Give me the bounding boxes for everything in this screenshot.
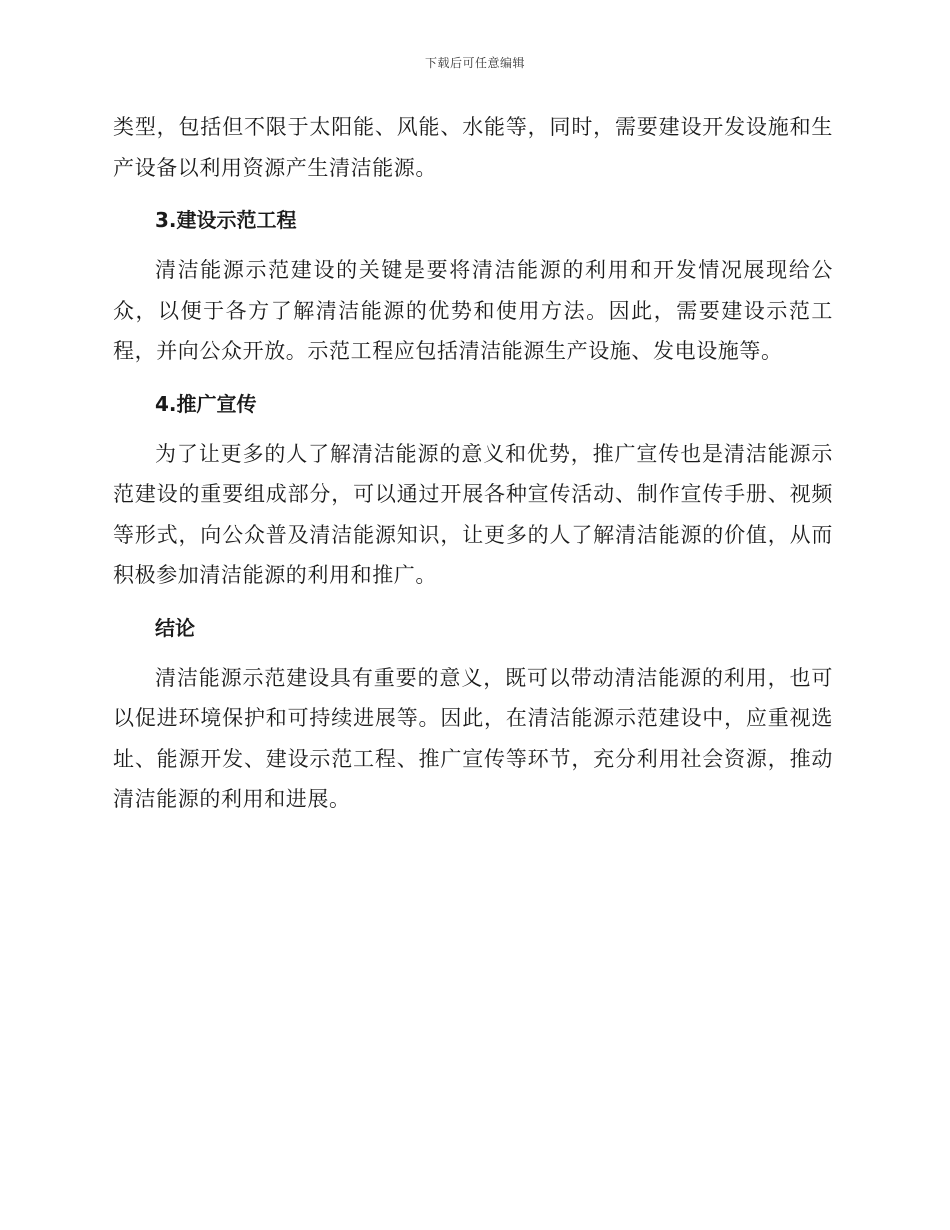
section-3-paragraph: 清洁能源示范建设的关键是要将清洁能源的利用和开发情况展现给公众，以便于各方了解清洁能源的优势和使用方法。因此，需要建设示范工程，并向公众开放。示范工程应包括清洁能源生产设施、发电设施等。 [113, 258, 833, 363]
conclusion-paragraph: 清洁能源示范建设具有重要的意义，既可以带动清洁能源的利用，也可以促进环境保护和可持续进展等。因此，在清洁能源示范建设中，应重视选址、能源开发、建设示范工程、推广宣传等环节，充分利用社会资源，推动清洁能源的利用和进展。 [113, 665, 833, 811]
document-body [113, 107, 833, 820]
section-4-heading: 4.推广宣传 [155, 391, 257, 416]
section-3-heading: 3.建设示范工程 [155, 208, 297, 232]
intro-paragraph: 类型，包括但不限于太阳能、风能、水能等，同时，需要建设开发设施和生产设备以利用资源产生清洁能源。 [113, 115, 833, 180]
section-4-paragraph: 为了让更多的人了解清洁能源的意义和优势，推广宣传也是清洁能源示范建设的重要组成部分，可以通过开展各种宣传活动、制作宣传手册、视频等形式，向公众普及清洁能源知识，让更多的人了解清洁能源的价值，从而积极参加清洁能源的利用和推广。 [113, 441, 833, 587]
conclusion-heading: 结论 [155, 615, 195, 640]
page-header: 下载后可任意编辑 [424, 56, 525, 70]
